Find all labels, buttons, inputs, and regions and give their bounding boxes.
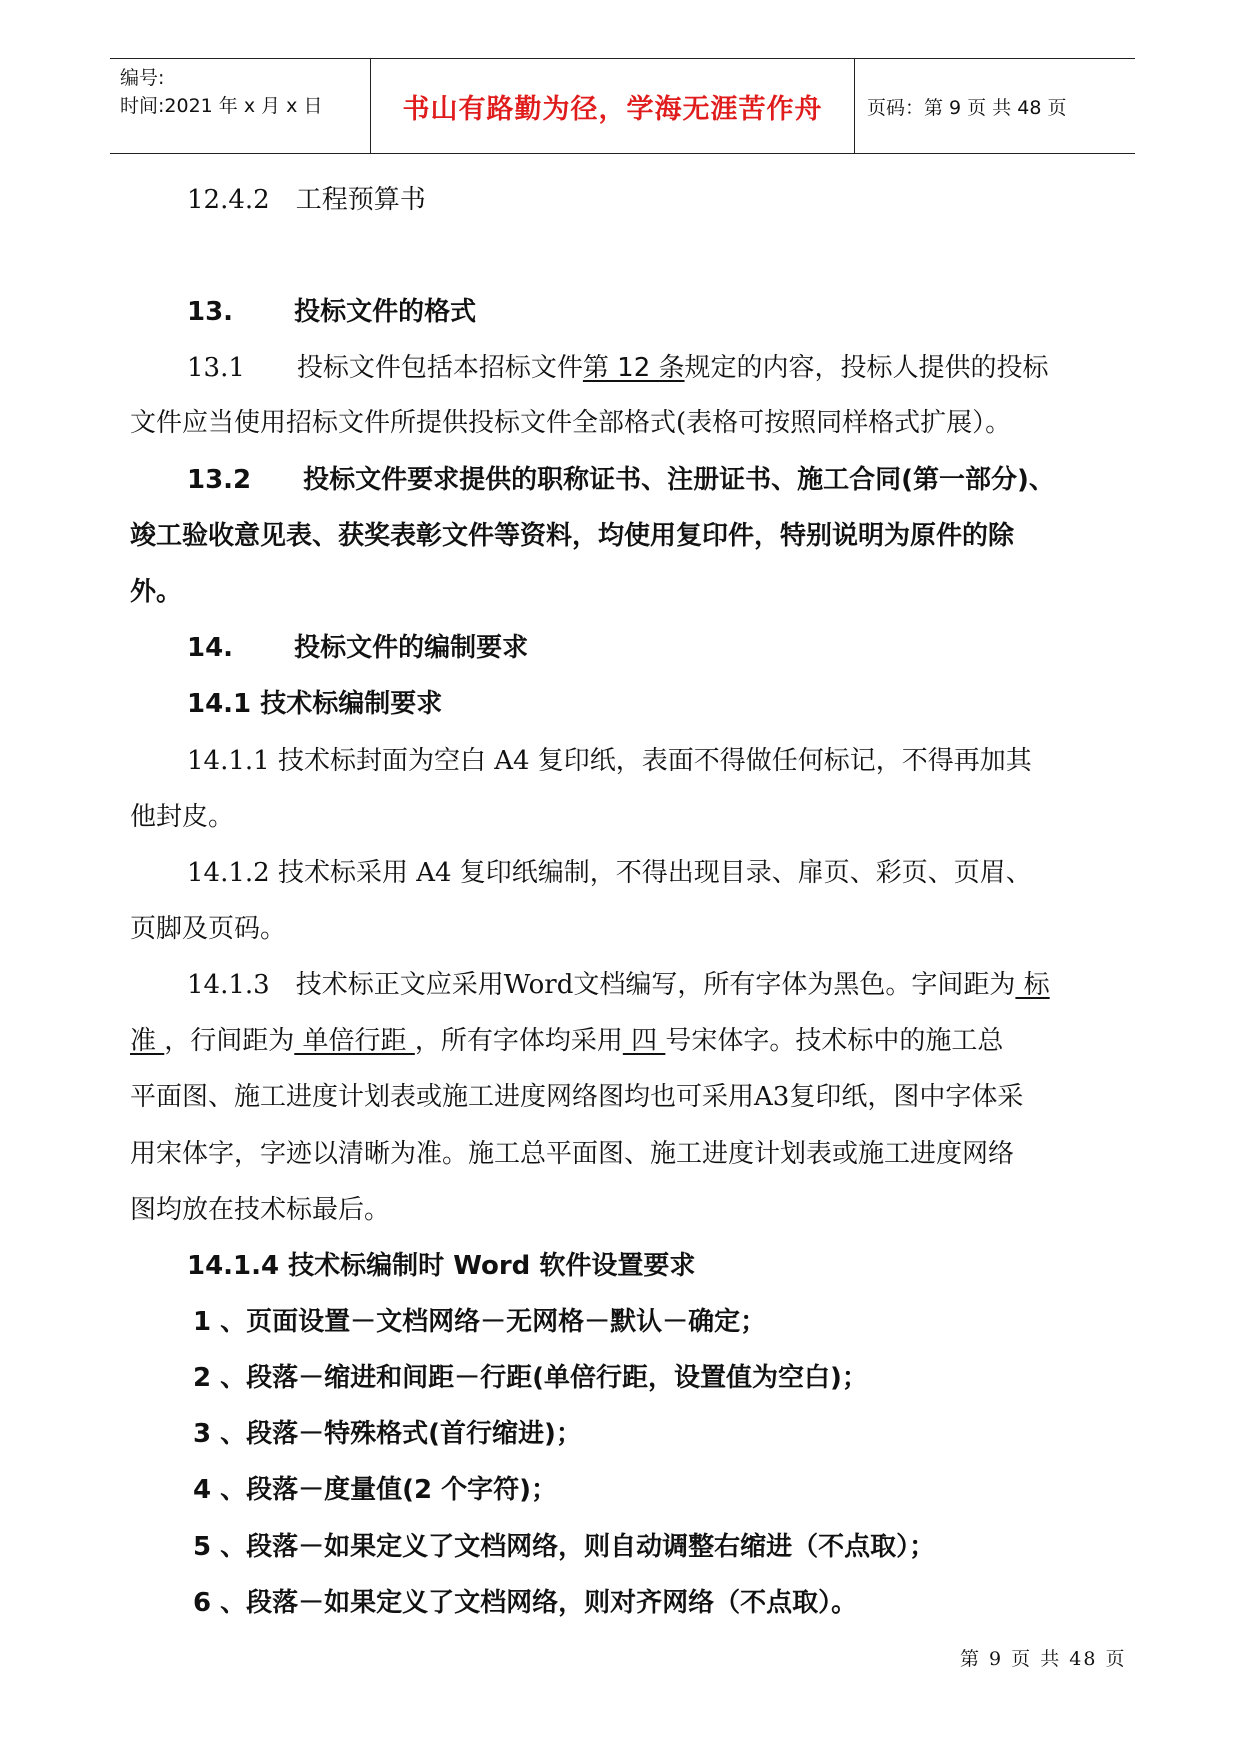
para-14-1-3-text-2: 号宋体字。技术标中的施工总 <box>665 1026 1004 1056</box>
para-14-1-2-line2: 页脚及页码。 <box>130 914 287 944</box>
font-label: ，所有字体均采用 <box>414 1026 623 1056</box>
para-14-1-1-line1: 14.1.1 技术标封面为空白 A4 复印纸，表面不得做任何标记，不得再加其 <box>187 746 1032 776</box>
time-label: 时间:2021 年 x 月 x 日 <box>120 95 323 117</box>
para-13-2-line2: 竣工验收意见表、获奖表彰文件等资料，均使用复印件，特别说明为原件的除 <box>130 521 1015 551</box>
page-header <box>110 58 1135 154</box>
para-14-1-3-text: 14.1.3 技术标正文应采用Word文档编写，所有字体为黑色。字间距为 <box>187 970 1016 1000</box>
para-14-1-3-line5: 图均放在技术标最后。 <box>130 1195 391 1225</box>
list-item: 2 、段落－缩进和间距－行距(单倍行距，设置值为空白)； <box>193 1363 868 1393</box>
heading-13: 13. 投标文件的格式 <box>187 297 477 327</box>
motto-text: 书山有路勤为径，学海无涯苦作舟 <box>402 93 823 125</box>
list-item: 1 、页面设置－文档网络－无网格－默认－确定； <box>193 1307 767 1337</box>
para-14-1-3-line4: 用宋体字，字迹以清晰为准。施工总平面图、施工进度计划表或施工进度网络 <box>130 1139 1015 1169</box>
list-item: 3 、段落－特殊格式(首行缩进)； <box>193 1419 582 1449</box>
spacing-value-part1: 标 <box>1015 970 1050 1000</box>
clause-12-link: 第 12 条 <box>582 353 685 383</box>
heading-14-1: 14.1 技术标编制要求 <box>187 689 443 719</box>
number-label: 编号: <box>120 67 165 89</box>
list-item: 5 、段落－如果定义了文档网络，则自动调整右缩进（不点取）； <box>193 1532 936 1562</box>
para-14-1-3-line3: 平面图、施工进度计划表或施工进度网络图均也可采用A3复印纸，图中字体采 <box>130 1082 1024 1112</box>
para-14-1-3-line1 <box>187 967 1050 1003</box>
list-item: 4 、段落－度量值(2 个字符)； <box>193 1475 558 1505</box>
font-size-value: 四 <box>622 1026 666 1056</box>
para-14-1-1-line2: 他封皮。 <box>130 802 235 832</box>
section-12-4-2: 12.4.2 工程预算书 <box>187 185 426 215</box>
para-14-1-2-line1: 14.1.2 技术标采用 A4 复印纸编制，不得出现目录、扉页、彩页、页眉、 <box>187 858 1032 888</box>
line-spacing-value: 单倍行距 <box>294 1026 415 1056</box>
heading-14-1-4: 14.1.4 技术标编制时 Word 软件设置要求 <box>187 1251 696 1281</box>
para-13-2-line1: 13.2 投标文件要求提供的职称证书、注册证书、施工合同(第一部分)、 <box>187 465 1055 495</box>
page-footer: 第 9 页 共 48 页 <box>960 1648 1127 1670</box>
header-motto <box>370 59 855 153</box>
header-page-info: 页码：第 9 页 共 48 页 <box>867 96 1067 119</box>
para-13-1-text: 13.1 投标文件包括本招标文件 <box>187 353 583 383</box>
para-13-1-line2: 文件应当使用招标文件所提供投标文件全部格式(表格可按照同样格式扩展）。 <box>130 408 1012 438</box>
para-13-2-line3: 外。 <box>130 577 183 607</box>
heading-14: 14. 投标文件的编制要求 <box>187 633 529 663</box>
para-13-1-text-2: 规定的内容，投标人提供的投标 <box>684 353 1049 383</box>
spacing-value-part2: 准 <box>130 1026 165 1056</box>
para-14-1-3-line2 <box>130 1023 1003 1059</box>
header-meta <box>110 59 370 153</box>
list-item: 6 、段落－如果定义了文档网络，则对齐网络（不点取）。 <box>193 1588 858 1618</box>
line-spacing-label: ，行间距为 <box>164 1026 295 1056</box>
para-13-1-line1 <box>187 350 1049 386</box>
